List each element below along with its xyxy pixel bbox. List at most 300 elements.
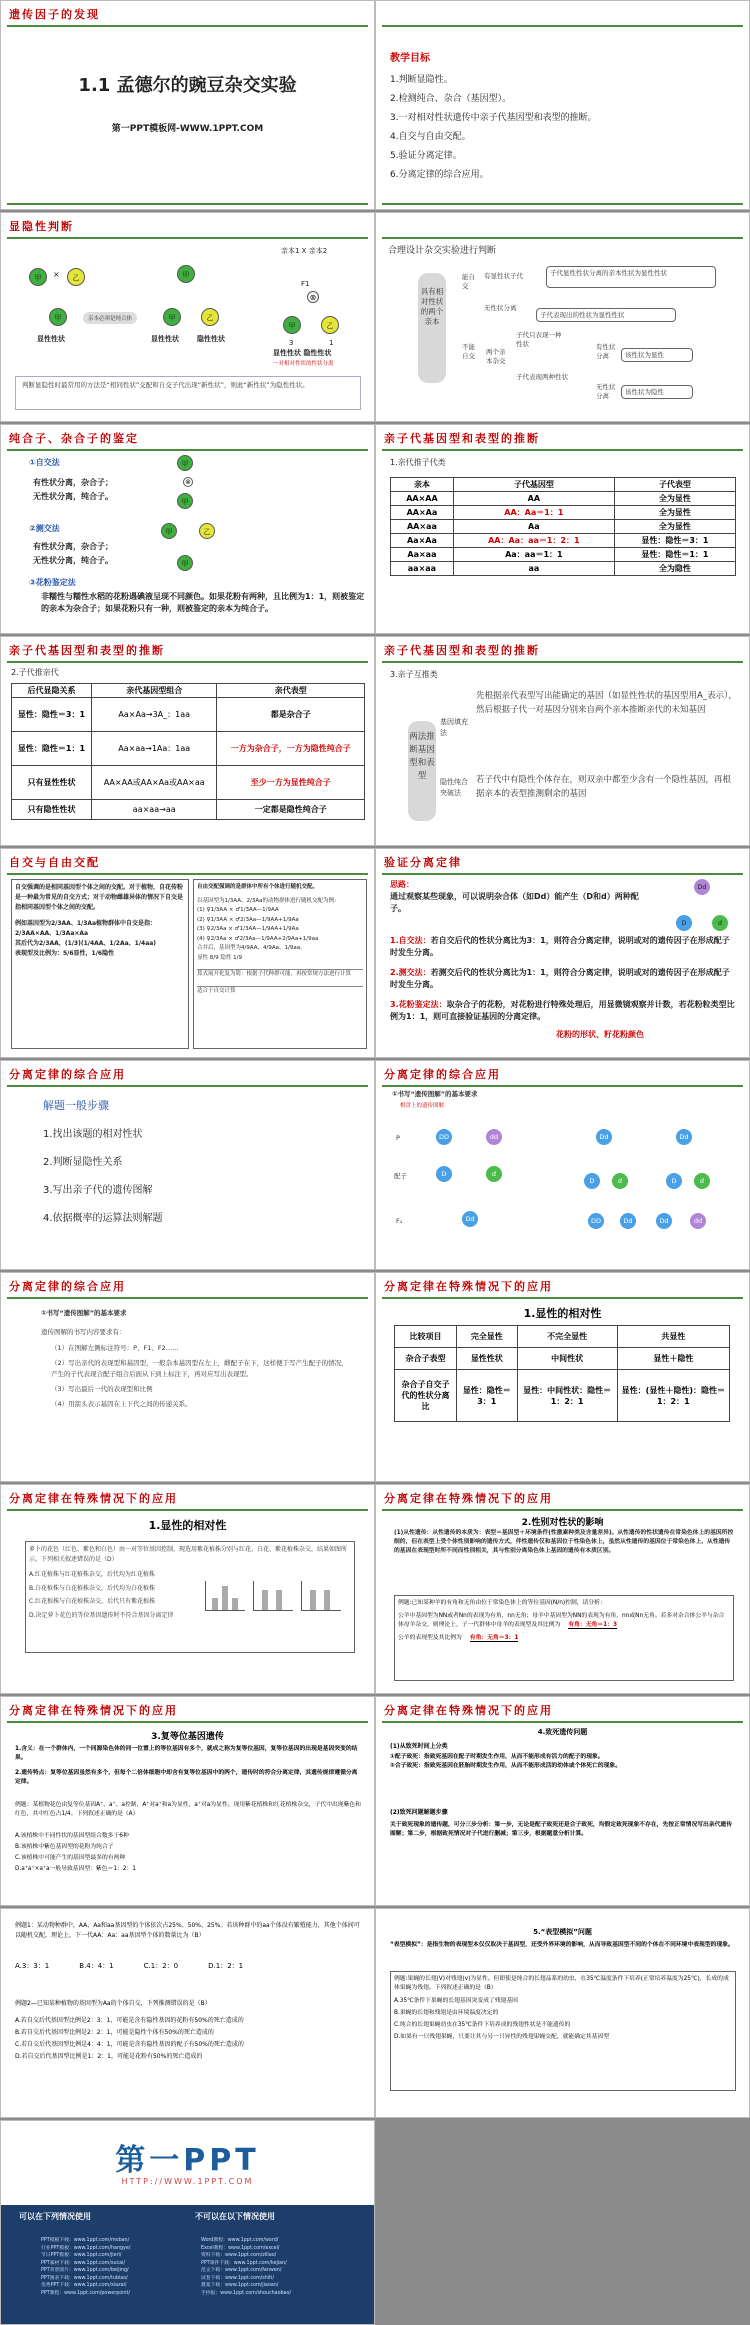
options-2	[15, 2015, 361, 2063]
leaf: 子代表现两种性状	[516, 373, 568, 381]
option: C.纯合的长翅果蝇幼虫在35℃条件下培养成的残翅性状是不能遗传的	[394, 2022, 571, 2028]
slide-title: 2.性别对性状的影响	[521, 1518, 604, 1528]
dd-icon: dd	[486, 1129, 502, 1145]
slide-header: 亲子代基因型和表型的推断	[384, 432, 540, 445]
paragraph	[390, 1753, 736, 1771]
option: C.该植株中可能产生的基因型最多的有两种	[15, 1855, 126, 1861]
d-icon: d	[712, 915, 728, 931]
cell: 显性：(显性＋隐性)：隐性＝1：2：1	[617, 1370, 729, 1422]
link[interactable]: PPT图表下载：www.1ppt.com/tubiao/	[41, 2275, 128, 2281]
text: 1.自交法：若自交后代的性状分离比为3：1，则符合分离定律，说明或对的遗传因子在形成配子时发生分离。	[390, 936, 730, 957]
slide-header: 亲子代基因型和表型的推断	[384, 644, 540, 657]
option: B.4：4：1	[79, 1962, 114, 1970]
text: 公羊中基因型为NN或者Nn的表现为有角，nn无角；母羊中基因型为NN的表现为有角，nn或Nn无角。若多对杂合体公羊与杂合体母羊杂交，则理论上，子一代群体中母羊的表现型及其比例为 有角：无角＝1：3	[398, 1613, 725, 1628]
options	[15, 1831, 361, 1875]
slide-18	[375, 1696, 750, 1906]
table-row	[391, 492, 736, 506]
link[interactable]: 教案下载：www.1ppt.com/jiaoan/	[201, 2283, 279, 2288]
pea-green: 甲	[163, 308, 181, 326]
paragraph: 关于致死现象的遗传题，可分三步分析：第一步，无论是配子致死还是合子致死，均假定致死现象不存在，先按正常情况写出亲代遗传图解；第二步，根据致死情况对子代进行删减；第三步，根据题意分析计算。	[390, 1822, 733, 1837]
slide-subtitle: 第一PPT模板网-WWW.1PPT.COM	[111, 124, 264, 134]
branch-a: 不能自交	[462, 343, 475, 360]
text: 显性 8/9 隐性 1/9	[197, 954, 242, 961]
cell: AA	[453, 492, 614, 506]
cell: Aa×aa→1Aa：1aa	[92, 732, 217, 766]
text: 3.花粉鉴定法：取杂合子的花粉，对花粉进行特殊处理后，用显微镜观察并计数，若花粉粒类型比例为1：1，则可直接验证基因的分离定律。	[390, 1000, 735, 1021]
text: 适合于自交计算	[197, 986, 363, 997]
slide-21	[0, 2120, 375, 2325]
option: A.3：3：1	[15, 1962, 50, 1970]
text: 2.测交法：若测交后代的性状分离比为1：1，则符合分离定律，说明或对的遗传因子在形成配子时发生分离。	[390, 968, 730, 989]
steps-list	[43, 1121, 163, 1233]
link[interactable]: PPT课件下载：www.1ppt.com/kejian/	[201, 2260, 287, 2266]
th: 比较项目	[395, 1326, 457, 1348]
text: 算式展开化复为简：根据子代种群可能，再按常规方法进行计算	[197, 969, 363, 980]
slide-15	[0, 1484, 375, 1694]
text: 自交强调的是相同基因型个体之间的交配。对于植物，自花传粉是一种最为常见的自交方式；对于动物雌雄异体的情况下自交是指相同基因型个体之间的交配。	[15, 884, 184, 911]
cell: 全为显性	[614, 492, 735, 506]
question: 萝卜的花色（红色、紫色和白色）由一对等位基因控制，现选用紫花植株分别与红花、白花、紫花植株杂交，结果如图所示。下列相关叙述错误的是（D）	[29, 1546, 348, 1563]
pea-yellow: 乙	[321, 316, 339, 334]
link[interactable]: PPT素材下载：www.1ppt.com/sucai/	[41, 2260, 126, 2266]
dd-icon: Dd	[656, 1213, 672, 1229]
allowed-title: 可以在下列情况使用	[19, 2212, 91, 2221]
paragraph: 1.含义：在一个群体内，一个同源染色体的同一位置上的等位基因有多个，就成之称为复等位基因，复等位基因的出现是基因突变的结果。	[15, 1746, 358, 1761]
slide-5	[0, 424, 375, 634]
pea-green: 甲	[177, 555, 193, 571]
pair-label: 显性性状 隐性性状	[273, 349, 332, 357]
dd-icon: Dd	[620, 1213, 636, 1229]
d-icon: D	[666, 1173, 682, 1189]
cell: AA：Aa＝1：1	[453, 506, 614, 520]
question-1: 例题1：某动物种群中，AA、Aa和aa基因型的个体依次占25%、50%、25%。若该种群中的aa个体没有繁殖能力，其他个体间可以随机交配，理论上，下一代AA：Aa：aa基因型个体的数量比为（B）	[15, 1922, 360, 1939]
leaf-box	[536, 308, 676, 322]
link[interactable]: PPT模板下载：www.1ppt.com/moban/	[41, 2238, 130, 2243]
pea-yellow: 乙	[67, 268, 85, 286]
dominance-table	[394, 1325, 730, 1422]
slide-6	[375, 424, 750, 634]
leaf: 两个亲本杂交	[486, 348, 506, 365]
slide-header: 分离定律在特殊情况下的应用	[384, 1492, 553, 1505]
cell: 一定都是隐性纯合子	[217, 800, 365, 820]
cell: Aa	[453, 520, 614, 534]
leaf-text: 子代表现出的性状为显性性状	[540, 311, 625, 319]
slide-19	[0, 1908, 375, 2118]
option: C.红花植株与白花植株杂交，后代只有紫花植株	[29, 1598, 156, 1605]
pea-green: 甲	[177, 265, 195, 283]
cell: Aa×Aa	[391, 534, 454, 548]
leaf-box	[621, 385, 693, 399]
table-row	[391, 534, 736, 548]
cell: 显性性状	[457, 1348, 518, 1370]
pea-green: 甲	[177, 493, 193, 509]
method-label: 基因填充法	[440, 718, 468, 737]
option: B.该植株中紫色基因型的花粉为纯合子	[15, 1844, 114, 1850]
question-2: 例题2—已知某种植物的基因型为Aa的个体自交，下列推测错误的是（B）	[15, 2000, 211, 2007]
empty-area	[375, 2120, 750, 2325]
link[interactable]: 范文下载：www.1ppt.com/fanwen/	[201, 2268, 282, 2273]
step-item: 2.判断显隐性关系	[43, 1157, 123, 1168]
gamete-label: 配子	[394, 1172, 407, 1180]
step-item: 4.依据概率的运算法则解题	[43, 1213, 163, 1224]
cell: 显性：隐性＝1：1	[614, 548, 735, 562]
link[interactable]: 试卷下载：www.1ppt.com/shiti/	[201, 2275, 274, 2281]
req-item: （4）用箭头表示基因在上下代之间的传递关系。	[51, 1400, 192, 1408]
leaf: 无性状分离	[484, 304, 517, 312]
th: 亲代表型	[217, 684, 365, 698]
slide-header: 显隐性判断	[9, 220, 74, 233]
cell: aa×aa→aa	[92, 800, 217, 820]
table-caption: 2.子代推亲代	[11, 668, 59, 677]
goals-list	[390, 71, 597, 185]
slide-4	[375, 212, 750, 422]
req-item: （2）写出亲代的表现型和基因型，一般杂本基因型在左上，雌配子在下，这样便于写产生配子的情况，产生的子代表现合配子组合后面从下到上标注下，再对应写出表现型。	[51, 1359, 348, 1378]
pea-green: 甲	[161, 523, 177, 539]
cell: 显性：隐性＝3：1	[457, 1370, 518, 1422]
leaf-text: 子代显性性状分离的亲本性状为显性性状	[550, 269, 667, 277]
link[interactable]: PPT背景图片：www.1ppt.com/beijing/	[41, 2268, 129, 2273]
option: B.果蝇的长翅和残翅是由环境温度决定的	[394, 2010, 499, 2016]
cell: 只有显性性状	[12, 766, 92, 800]
link[interactable]: Excel教程：www.1ppt.com/excel/	[201, 2245, 280, 2251]
slide-header: 纯合子、杂合子的鉴定	[9, 432, 139, 445]
logo-url: HTTP://WWW.1PPT.COM	[121, 2177, 254, 2186]
paragraph: 2.遗传特点：复等位基因虽然有多个，但每个二倍体细胞中却含有复等位基因中的两个，遗传时的符合分离定律，其遗传规律遵循分离定律。	[15, 1770, 358, 1785]
table-row	[12, 698, 365, 732]
bar-chart-1	[205, 1581, 245, 1611]
text: 例如基因型为2/3AA、1/3Aa植物群体中自交是指：	[15, 920, 157, 927]
method-label: 隐性纯合突破法	[440, 778, 468, 797]
goal-item: 4.自交与自由交配。	[390, 132, 471, 142]
table-row	[391, 562, 736, 576]
pea-green: 甲	[49, 308, 67, 326]
cell: AA×AA或AA×Aa或AA×aa	[92, 766, 217, 800]
bar	[310, 1590, 316, 1610]
note-box	[15, 376, 361, 410]
slide-1	[0, 0, 375, 210]
dd-icon: dd	[690, 1213, 706, 1229]
req-item: （1）在图解左侧标注符号：P、F1、F2……	[51, 1344, 179, 1352]
cell: AA：Aa：aa＝1：2：1	[453, 534, 614, 548]
slide-9	[0, 848, 375, 1058]
cell: 显性＋隐性	[617, 1348, 729, 1370]
step-item: 3.写出亲子代的遗传图解	[43, 1185, 153, 1196]
cell: 显性：隐性＝3：1	[12, 698, 92, 732]
cell: 只有隐性性状	[12, 800, 92, 820]
bar	[324, 1590, 330, 1610]
method-line: 无性状分离，纯合子。	[33, 492, 113, 501]
parent-table	[11, 683, 365, 820]
cell: aa×aa	[391, 562, 454, 576]
cell: Aa×Aa→3A_：1aa	[92, 698, 217, 732]
label: 思路：	[390, 880, 414, 889]
d-icon: d	[612, 1173, 628, 1189]
method-line: 无性状分离，纯合子。	[33, 556, 113, 565]
ratio-1: 1	[329, 339, 334, 347]
option: B.白花植株与白花植株杂交，后代均为白花植株	[29, 1584, 156, 1592]
table-row	[12, 800, 365, 820]
random-mating-box	[193, 879, 367, 1049]
method-line: 非糯性与糯性水稻的花粉遇碘液呈现不同颜色。如果花粉有两种，且比例为1：1，则被鉴定的亲本为杂合子；如果花粉只有一种，则被鉴定的亲本为纯合子。	[41, 592, 365, 613]
method-title: ③花粉鉴定法	[29, 578, 76, 587]
method-title: ②测交法	[29, 524, 60, 533]
option: C.1：2：0	[143, 1962, 179, 1970]
text: 合并后，基因型为4/9AA、4/9Aa、1/9aa。	[197, 945, 306, 951]
text: 公羊的表现型及其比例为 有角：无角＝3：1	[398, 1635, 519, 1641]
slide-title: 5.“表型模拟”问题	[533, 1928, 592, 1936]
slide-header: 分离定律的综合应用	[384, 1068, 501, 1081]
text: (4) ♀2/3Aa × ♂2/3Aa—1/9AA+2/9Aa+1/9aa	[197, 935, 319, 942]
slide-header: 验证分离定律	[384, 856, 462, 869]
cell: 全为显性	[614, 506, 735, 520]
method-text: 先根据亲代表型写出能确定的基因（如显性性状的基因型用A_表示），然后根据子代一对基因分别来自两个亲本推断亲代的未知基因	[476, 691, 737, 715]
slide-13	[0, 1272, 375, 1482]
note-text: 判断显隐性时最常用的方法是“相同性状”交配和自交子代出现“新性状”，则此“新性状”为隐性性状。	[22, 381, 309, 389]
d-icon: D	[436, 1166, 452, 1182]
cell: 都是杂合子	[217, 698, 365, 732]
cross-symbol: ×	[53, 270, 60, 279]
th: 子代基因型	[453, 478, 614, 492]
link[interactable]: Word教程：www.1ppt.com/word/	[201, 2238, 279, 2243]
cell: 显性：隐性＝1：1	[12, 732, 92, 766]
method-line: 有性状分离，杂合子；	[33, 478, 113, 487]
goal-item: 5.验证分离定律。	[390, 151, 462, 161]
cross-table	[390, 477, 736, 576]
root-node: 两法推断基因型和表型	[408, 721, 436, 821]
slide-title: 1.显性的相对性	[523, 1307, 602, 1320]
slide-header: 分离定律在特殊情况下的应用	[9, 1704, 178, 1717]
d-icon: D	[676, 915, 692, 931]
slide-title: 1.显性的相对性	[148, 1519, 227, 1532]
slide-12	[375, 1060, 750, 1270]
option: D.a⁺a⁺×a⁺a一般导致基因型：紫色＝1：2：1	[15, 1866, 136, 1872]
cell: 全为隐性	[614, 562, 735, 576]
slide-7	[0, 636, 375, 846]
text: 花粉的形状、籽花粉颜色	[556, 1030, 644, 1039]
recessive-label: 隐性性状	[197, 335, 225, 343]
slide-header: 分离定律在特殊情况下的应用	[9, 1492, 178, 1505]
cell: Aa：aa＝1：1	[453, 548, 614, 562]
options-1	[15, 1961, 361, 1971]
slide-20	[375, 1908, 750, 2118]
links-col-2	[201, 2237, 291, 2297]
req-item: （3）写出最后一代的表现型和比例	[51, 1385, 153, 1393]
link[interactable]: 手抄报：www.1ppt.com/shouchaobao/	[201, 2290, 292, 2296]
text: 自由交配强调的是群体中所有个体进行随机交配。	[197, 884, 319, 890]
slide-title: 3.复等位基因遗传	[151, 1732, 224, 1742]
th: 不完全显性	[517, 1326, 617, 1348]
table-caption: 3.亲子互推类	[390, 670, 438, 679]
leaf: 有显性状子代	[484, 272, 523, 280]
title: ①书写“遗传图解”的基本要求	[41, 1309, 127, 1317]
option: D.决定萝卜花色的等位基因遗传时不符合基因分离定律	[29, 1611, 174, 1619]
goal-item: 3.一对相对性状遗传中亲子代基因型和表型的推断。	[390, 113, 597, 123]
slide-header: 分离定律在特殊情况下的应用	[384, 1280, 553, 1293]
question: 例题：某植物花色由复等位基因A⁺、a⁺、a控制，A⁺对a⁺和a为显性，a⁺对a为显性。现用紫花植株和红花植株杂交，子代中出现紫色和红色，其中红色占1/4。下列叙述正确的是（A）	[15, 1802, 361, 1817]
diagram-subtitle: 棋盘上的遗传图解	[400, 1103, 445, 1109]
slide-title: 1.1 孟德尔的豌豆杂交实验	[78, 75, 297, 96]
item: ②合子致死：指致死基因在胚胎时期发生作用，从而不能形成活的幼体或个体死亡的现象。	[390, 1763, 621, 1769]
th: 共显性	[617, 1326, 729, 1348]
logo: 第一PPT	[115, 2143, 260, 2178]
slide-2	[375, 0, 750, 210]
option: A.红花植株与红花植株杂交，后代均为红花植株	[29, 1571, 155, 1578]
text: 其后代为2/3AA，(1/3)(1/4AA、1/2Aa、1/4aa)	[15, 940, 157, 947]
text: (1) ♀1/3AA × ♂1/3AA—1/9AA	[197, 907, 279, 913]
table-header	[12, 684, 365, 698]
disallowed-title: 不可以在以下情况使用	[195, 2212, 275, 2221]
option: A.若自交后代基因型比例是2：3：1，可能是含有隐性基因的花粉有50%的死亡造成的	[15, 2017, 244, 2024]
text: 通过观察某些现象，可以说明杂合体（如Dd）能产生（D和d）两种配子。	[390, 892, 639, 913]
link[interactable]: PPT教程：www.1ppt.com/powerpoint/	[41, 2290, 131, 2296]
selfing-box	[11, 879, 189, 1049]
bar	[276, 1590, 282, 1610]
link[interactable]: 资料下载：www.1ppt.com/ziliao/	[201, 2253, 277, 2258]
cell: 全为显性	[614, 520, 735, 534]
slide-8	[375, 636, 750, 846]
th: 亲代基因型组合	[92, 684, 217, 698]
p-label: P	[396, 1134, 400, 1142]
step-item: 1.找出该题的相对性状	[43, 1129, 143, 1140]
text: 例题:已知某种羊的有角和无角由位于常染色体上的等位基因(N/n)控制，请分析：	[398, 1600, 606, 1606]
method-line: 有性状分离，杂合子；	[33, 542, 113, 551]
table-row	[395, 1370, 730, 1422]
diagram-title: ①书写“遗传图解”的基本要求	[392, 1090, 478, 1098]
th: 后代显隐关系	[12, 684, 92, 698]
leaf-text: 该性状为显性	[625, 351, 664, 359]
th: 亲本	[391, 478, 454, 492]
slide-14	[375, 1272, 750, 1482]
pea-green: 甲	[283, 316, 301, 334]
pea-green: 甲	[29, 268, 47, 286]
dd-icon: Dd	[596, 1129, 612, 1145]
table-header	[391, 478, 736, 492]
cell: aa	[453, 562, 614, 576]
slide-subtitle: 合理设计杂交实验进行判断	[388, 246, 497, 256]
selfing-symbol: ⊗	[307, 291, 319, 303]
leaf-box	[546, 266, 716, 288]
d-icon: d	[486, 1166, 502, 1182]
cell: AA×AA	[391, 492, 454, 506]
text: 以基因型为1/3AA、2/3Aa的动物群体进行随机交配为例：	[197, 897, 340, 904]
slide-header: 分离定律的综合应用	[9, 1068, 126, 1081]
parents-label: 亲本1 X 亲本2	[281, 247, 328, 255]
paragraph: (1)从致死时间上分类	[390, 1743, 448, 1750]
pea-yellow: 乙	[201, 308, 219, 326]
dd-icon: Dd	[694, 879, 710, 895]
selfing-symbol: ⊗	[183, 477, 193, 487]
cell: 中间性状	[517, 1348, 617, 1370]
option: A.该植株中不同性状的基因型组合数多于6种	[15, 1833, 129, 1839]
text: 2/3AA×AA、1/3Aa×Aa	[15, 930, 89, 937]
bar	[262, 1590, 268, 1610]
dominant-label: 显性性状	[37, 335, 65, 343]
table-row	[391, 520, 736, 534]
requirements	[51, 1343, 351, 1410]
d-icon: D	[584, 1173, 600, 1189]
slide-header: 遗传因子的发现	[9, 8, 100, 21]
goal-item: 6.分离定律的综合应用。	[390, 170, 489, 180]
link[interactable]: 优秀PPT下载：www.1ppt.com/xiazai/	[41, 2283, 127, 2288]
question: 例题:果蝇的长翅(V)对残翅(v)为显性。但即使是纯合的长翅品系的幼虫，在35℃温度条件下培养(正常培养温度为25℃)，长成的成体果蝇为残翅。下列叙述正确的是（B）	[394, 1976, 729, 1991]
link[interactable]: 节日PPT模板：www.1ppt.com/jieri/	[41, 2253, 122, 2258]
paragraph: (2)致死问题解题步骤	[390, 1809, 448, 1816]
text: 表现型及比例为：5/6显性，1/6隐性	[15, 950, 115, 957]
option: D.如果有一只残翅果蝇，只要让其与另一只异性的残翅果蝇交配，就能确定其基因型	[394, 2034, 609, 2040]
cell: Aa×aa	[391, 548, 454, 562]
slide-header: 亲子代基因型和表型的推断	[9, 644, 165, 657]
dd-icon: Dd	[462, 1211, 478, 1227]
option: A.35℃条件下果蝇的长翅基因突变成了残翅基因	[394, 1998, 518, 2004]
slide-header: 分离定律在特殊情况下的应用	[384, 1704, 553, 1717]
leaf-text: 该性状为隐性	[625, 388, 664, 396]
dominant-label: 显性性状	[151, 335, 179, 343]
links-col-1	[41, 2237, 130, 2297]
cell: 至少一方为显性纯合子	[217, 766, 365, 800]
leaf: 子代只表现一种性状	[516, 331, 562, 348]
th: 完全显性	[457, 1326, 518, 1348]
cell: AA×Aa	[391, 506, 454, 520]
item: ①配子致死：指致死基因在配子时期发生作用，从而不能形成有活力的配子的现象。	[390, 1754, 604, 1760]
f1-label: F₁	[396, 1217, 403, 1225]
table-row	[12, 766, 365, 800]
dd-icon: DD	[588, 1213, 604, 1229]
bar	[212, 1598, 218, 1610]
pea-yellow: 乙	[199, 523, 215, 539]
ratio-3: 3	[289, 339, 294, 347]
table-row	[391, 548, 736, 562]
dd-icon: DD	[436, 1129, 452, 1145]
table-caption: 1.亲代推子代类	[390, 458, 446, 467]
text: (2) ♀1/3AA × ♂2/3Aa—1/9AA+1/9Aa	[197, 916, 299, 923]
pea-green: 甲	[177, 455, 193, 471]
dd-icon: Dd	[676, 1129, 692, 1145]
th: 子代表型	[614, 478, 735, 492]
bar	[232, 1598, 238, 1610]
slide-11	[0, 1060, 375, 1270]
root-node: 具有相对性状的两个亲本	[418, 273, 446, 383]
d-icon: d	[694, 1173, 710, 1189]
intro: 遗传图解的书写内容要求有：	[41, 1328, 126, 1336]
paragraph: “表型模拟”：是指生物的表现型本仅仅取决于基因型，还受外界环境的影响，从而导致基因型不同的个体在不同环境中表现型的现象。	[390, 1942, 734, 1948]
bar	[222, 1586, 228, 1610]
slide-header: 自交与自由交配	[9, 856, 100, 869]
leaf: 有性状分离	[596, 343, 616, 360]
slide-header: 分离定律的综合应用	[9, 1280, 126, 1293]
goals-heading: 教学目标	[390, 53, 430, 64]
cell: 显性：隐性＝3：1	[614, 534, 735, 548]
slide-16	[375, 1484, 750, 1694]
cell: 杂合子自交子代的性状分离比	[395, 1370, 457, 1422]
cell: AA×aa	[391, 520, 454, 534]
slide-17	[0, 1696, 375, 1906]
slide-title: 4.致死遗传问题	[537, 1728, 588, 1736]
bar-chart-2	[253, 1581, 293, 1611]
slide-3	[0, 212, 375, 422]
method-title: ①自交法	[29, 458, 60, 467]
link[interactable]: 行业PPT模板：www.1ppt.com/hangye/	[41, 2245, 131, 2251]
table-header	[395, 1326, 730, 1348]
goal-item: 1.判断显隐性。	[390, 75, 453, 85]
separation-label: 一对相对性状的性状分离	[273, 361, 334, 367]
table-row	[395, 1348, 730, 1370]
text: (3) ♀2/3Aa × ♂1/3AA—1/9AA+1/9Aa	[197, 926, 299, 932]
option: C.若自交后代基因型比例是4：4：1，可能是含有隐性基因的配子有50%的死亡造成的	[15, 2041, 244, 2048]
cell: 一方为杂合子，一方为隐性纯合子	[217, 732, 365, 766]
table-row	[12, 732, 365, 766]
paragraph: (1)从性遗传：从性遗传的本质为：表型＝基因型＋环境条件(性激素种类及含量差异)。从性遗传的性状遗传在常染色体上的基因所控制的，但在表型上受个体性别影响的遗传方式，伴性遗传仅和基因位于性染色体上，虽然从性遗传的基因位于常染色体上，从性遗传的基因在表现型时所不同而性别相关，其与性别分离染色体上基因的遗传有本质区别。	[394, 1530, 734, 1554]
note-chip: 亲本必须是纯合体	[83, 312, 137, 324]
